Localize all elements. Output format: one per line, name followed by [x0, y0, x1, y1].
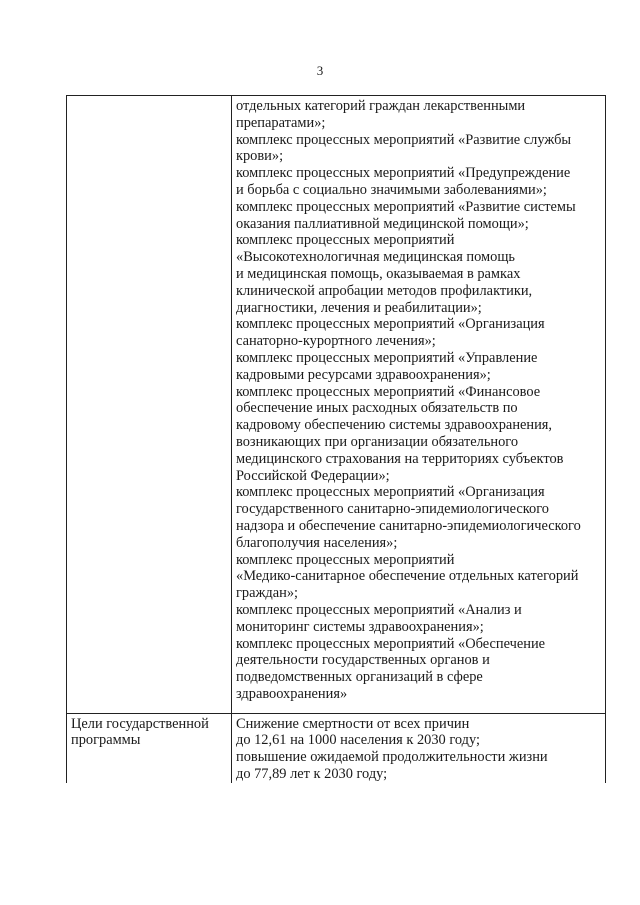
text-line: повышение ожидаемой продолжительности жизни [236, 749, 548, 766]
text-line: клинической апробации методов профилактики, [236, 282, 533, 299]
text-line: комплекс процессных мероприятий «Развитие службы [236, 131, 572, 148]
text-line: комплекс процессных мероприятий «Развитие системы [236, 198, 576, 215]
goals-label-cell [67, 713, 232, 783]
text-line: комплекс процессных мероприятий «Организация [236, 484, 545, 501]
text-line: «Высокотехнологичная медицинская помощь [236, 249, 515, 266]
text-line: оказания паллиативной медицинской помощи»; [236, 215, 529, 232]
text-line: комплекс процессных мероприятий «Анализ и [236, 601, 522, 618]
text-line: комплекс процессных мероприятий [236, 232, 455, 249]
text-line: до 12,61 на 1000 населения к 2030 году; [236, 732, 481, 749]
goals-list [236, 716, 601, 783]
text-line: Снижение смертности от всех причин [236, 715, 470, 732]
text-line: «Медико-санитарное обеспечение отдельных категорий [236, 568, 579, 585]
table-row [67, 713, 606, 783]
text-line: диагностики, лечения и реабилитации»; [236, 299, 482, 316]
subprogram-list-cell [232, 96, 606, 714]
text-line: комплекс процессных мероприятий «Финансовое [236, 383, 541, 400]
text-line: комплекс процессных мероприятий «Обеспечение [236, 635, 546, 652]
text-line: кадровому обеспечению системы здравоохранения, [236, 417, 553, 434]
text-line: комплекс процессных мероприятий «Организация [236, 316, 545, 333]
text-line: мониторинг системы здравоохранения»; [236, 618, 484, 635]
text-line: благополучия населения»; [236, 534, 398, 551]
text-line: надзора и обеспечение санитарно-эпидемиологического [236, 517, 581, 534]
text-line: комплекс процессных мероприятий «Управление [236, 349, 538, 366]
text-line: медицинского страхования на территориях субъектов [236, 450, 564, 467]
table-row [67, 96, 606, 714]
label-line: программы [71, 732, 141, 749]
text-line: препаратами»; [236, 114, 326, 131]
text-line: и медицинская помощь, оказываемая в рамках [236, 265, 521, 282]
page-number: 3 [316, 63, 324, 78]
text-line: Российской Федерации»; [236, 467, 390, 484]
text-line: крови»; [236, 148, 284, 165]
text-line: возникающих при организации обязательного [236, 433, 519, 450]
label-line: Цели государственной [71, 715, 209, 732]
subprogram-list [236, 98, 601, 703]
text-line: здравоохранения» [236, 685, 348, 702]
text-line: деятельности государственных органов и [236, 652, 490, 669]
row-label-cell [67, 96, 232, 714]
text-line: до 77,89 лет к 2030 году; [236, 766, 388, 783]
text-line: санаторно-курортного лечения»; [236, 333, 436, 350]
text-line: комплекс процессных мероприятий [236, 551, 455, 568]
text-line: обеспечение иных расходных обязательств по [236, 400, 518, 417]
text-line: и борьба с социально значимыми заболеваниями»; [236, 181, 547, 198]
text-line: государственного санитарно-эпидемиологического [236, 501, 549, 518]
text-line: кадровыми ресурсами здравоохранения»; [236, 366, 491, 383]
goals-label [71, 716, 228, 750]
text-line: комплекс процессных мероприятий «Предупреждение [236, 165, 571, 182]
text-line: подведомственных организаций в сфере [236, 669, 483, 686]
text-line: отдельных категорий граждан лекарственными [236, 98, 526, 114]
program-passport-table [66, 95, 606, 783]
goals-content-cell [232, 713, 606, 783]
text-line: граждан»; [236, 585, 299, 602]
